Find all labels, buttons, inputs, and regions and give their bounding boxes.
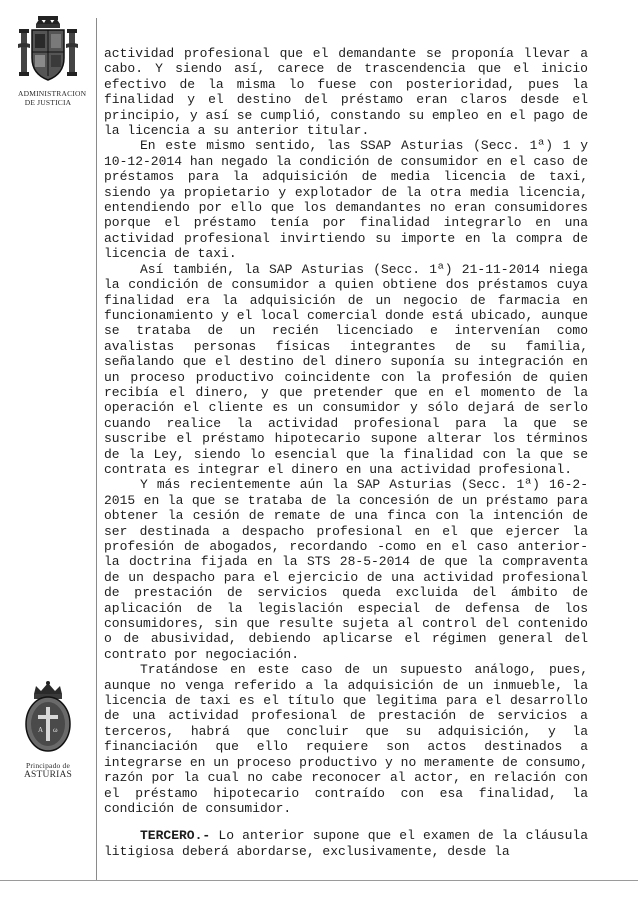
agency-caption: ADMINISTRACION DE JUSTICIA xyxy=(18,89,87,107)
section-paragraph xyxy=(104,828,588,859)
coat-of-arms-icon xyxy=(18,14,78,84)
asturias-coat-of-arms-icon xyxy=(18,680,78,756)
asturias-emblem xyxy=(18,680,78,790)
section-heading: TERCERO.- xyxy=(140,828,211,844)
margin-rule xyxy=(96,18,97,880)
svg-text:A: A xyxy=(38,726,44,734)
paragraph: Así también, la SAP Asturias (Secc. 1ª) 21-11-2014 niega la condición de consumidor a quien obtiene dos préstamos cuya finalidad era la adquisición de un negocio de farmacia en funcionamiento y el local comercial donde está ubicado, aunque se trataba de un recién licenciado e intervenían como avalistas personas físicas integrantes de su familia, señalando que el destino del dinero suponía su integración en un proceso productivo coincidente con la profesión de quien recibía el dinero, y que pretender que en el momento de la operación el cliente es un consumidor y sólo dejará de serlo cuando realice la actividad profesional para la que se suscribe el préstamo hipotecario supone alterar los términos de la Ley, siendo lo esencial que la finalidad con la que se contrata es integrar el dinero en una actividad profesional. xyxy=(104,261,588,477)
region-caption-line1: Principado de xyxy=(25,761,71,770)
paragraph: Tratándose en este caso de un supuesto análogo, pues, aunque no venga referido a la adquisición de un inmueble, la licencia de taxi es el título que legitima para el desarrollo de una actividad profesional de prestación de servicios a terceros, habrá que concluir que su adquisición, y la financiación que ello requiere son actos destinados a integrarse en un proceso productivo y no meramente de consumo, razón por la cual no cabe reconocer al actor, en relación con el préstamo hipotecario contraído con esa finalidad, la condición de consumidor. xyxy=(104,662,588,816)
footer-rule xyxy=(0,880,638,881)
document-body xyxy=(104,46,588,859)
paragraph: En este mismo sentido, las SSAP Asturias (Secc. 1ª) 1 y 10-12-2014 han negado la condición de consumidor en el caso de préstamos para la adquisición de media licencia de taxi, siendo ya propietario y explotador de la otra media licencia, entendiendo por ello que los demandantes no eran consumidores porque el préstamo tenía por finalidad integrarlo en una actividad profesional invirtiendo su importe en la compra de licencia de taxi. xyxy=(104,138,588,262)
section-text: Lo anterior supone que el examen de la cláusula litigiosa deberá abordarse, exclusivamente, desde la xyxy=(104,828,588,859)
paragraph: Y más recientemente aún la SAP Asturias (Secc. 1ª) 16-2-2015 en la que se trataba de la concesión de un préstamo para obtener la cesión de remate de una finca con la intención de ser destinada a despacho profesional en el que ejercer la profesión de abogados, recordando -como en el caso anterior- la doctrina fijada en la STS 28-5-2014 de que la compraventa de un despacho para el ejercicio de una actividad profesional de prestación de servicios queda excluida del ámbito de aplicación de la legislación especial de defensa de los consumidores, sin que resulte sujeta al control del contenido o de abusividad, debiendo aplicarse el régimen general del contrato por negociación. xyxy=(104,477,588,662)
region-caption-line2: ASTURIAS xyxy=(23,770,73,780)
svg-text:ω: ω xyxy=(53,726,58,734)
paragraph: actividad profesional que el demandante se proponía llevar a cabo. Y siendo así, carece de trascendencia que el inicio efectivo de la misma lo fuese con posterioridad, pues la finalidad y el destino del préstamo eran claros desde el principio, y así se cumplió, constando su empleo en el pago de la licencia a su anterior titular. xyxy=(104,46,588,139)
justice-emblem xyxy=(18,14,87,107)
